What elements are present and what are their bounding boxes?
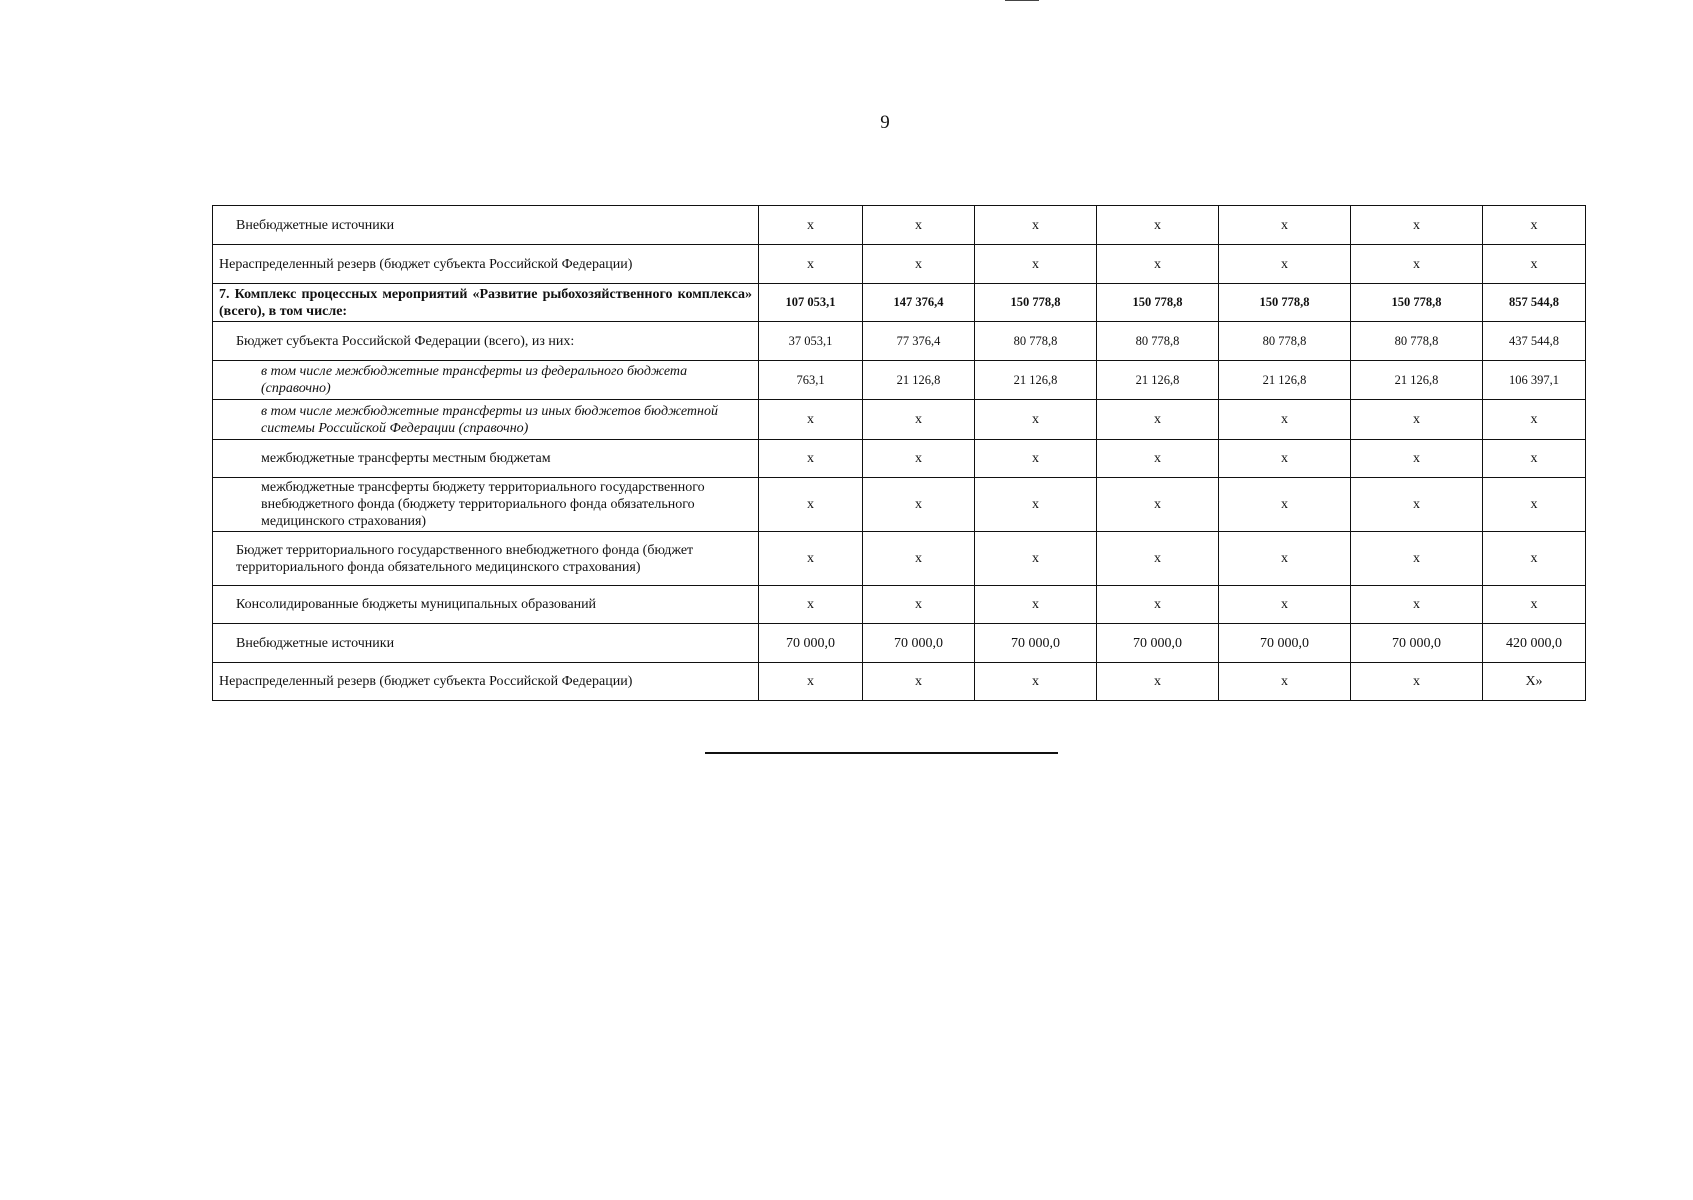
table-cell: х <box>1351 400 1483 440</box>
table-cell: х <box>975 532 1097 586</box>
row-label: Нераспределенный резерв (бюджет субъекта Российской Федерации) <box>213 245 759 284</box>
table-row <box>213 400 1586 440</box>
table-cell: х <box>1351 440 1483 478</box>
table-cell: 21 126,8 <box>1351 361 1483 400</box>
table-cell: х <box>863 400 975 440</box>
table-cell: х <box>1351 206 1483 245</box>
table-cell: х <box>1097 663 1219 701</box>
row-label: Нераспределенный резерв (бюджет субъекта Российской Федерации) <box>213 663 759 701</box>
table-cell: х <box>1097 586 1219 624</box>
table-cell: х <box>1097 245 1219 284</box>
table-cell: 80 778,8 <box>1097 322 1219 361</box>
table-cell: х <box>1351 245 1483 284</box>
table-cell: 21 126,8 <box>863 361 975 400</box>
table-cell: х <box>759 440 863 478</box>
table-cell: х <box>1219 532 1351 586</box>
table-cell: 420 000,0 <box>1483 624 1586 663</box>
table-cell: х <box>759 532 863 586</box>
table-cell: х <box>1483 440 1586 478</box>
table-cell: 150 778,8 <box>975 284 1097 322</box>
row-label: Консолидированные бюджеты муниципальных образований <box>213 586 759 624</box>
table-cell: Х» <box>1483 663 1586 701</box>
table-cell: 70 000,0 <box>863 624 975 663</box>
table-cell: х <box>1483 206 1586 245</box>
table-row <box>213 322 1586 361</box>
table-cell: 107 053,1 <box>759 284 863 322</box>
table-cell: х <box>759 400 863 440</box>
scan-mark <box>1005 0 1039 1</box>
table-cell: 147 376,4 <box>863 284 975 322</box>
table-cell: 37 053,1 <box>759 322 863 361</box>
row-label: межбюджетные трансферты местным бюджетам <box>213 440 759 478</box>
row-label: Внебюджетные источники <box>213 206 759 245</box>
table-row <box>213 624 1586 663</box>
table-cell: 70 000,0 <box>1219 624 1351 663</box>
table-cell: 21 126,8 <box>975 361 1097 400</box>
table-cell: х <box>975 663 1097 701</box>
table-cell: х <box>975 206 1097 245</box>
table-cell: х <box>1219 663 1351 701</box>
table-cell: х <box>1219 478 1351 532</box>
table-cell: х <box>759 663 863 701</box>
table-cell: х <box>1219 206 1351 245</box>
table-cell: 80 778,8 <box>1219 322 1351 361</box>
table-cell: 80 778,8 <box>975 322 1097 361</box>
table-cell: х <box>863 532 975 586</box>
table-cell: х <box>863 478 975 532</box>
table-cell: х <box>1483 245 1586 284</box>
table-cell: 70 000,0 <box>975 624 1097 663</box>
table-cell: х <box>1483 586 1586 624</box>
table-row <box>213 206 1586 245</box>
page-number: 9 <box>880 112 890 133</box>
table-cell: 150 778,8 <box>1097 284 1219 322</box>
table-cell: х <box>759 245 863 284</box>
table-cell: х <box>1219 245 1351 284</box>
table-cell: 106 397,1 <box>1483 361 1586 400</box>
row-label: Бюджет территориального государственного внебюджетного фонда (бюджет территориального фонда обязательного медицинского страхования) <box>213 532 759 586</box>
table-cell: 763,1 <box>759 361 863 400</box>
table-cell: 70 000,0 <box>1097 624 1219 663</box>
budget-table <box>212 205 1586 701</box>
row-label: в том числе межбюджетные трансферты из иных бюджетов бюджетной системы Российской Федерации (справочно) <box>213 400 759 440</box>
table-row <box>213 663 1586 701</box>
table-cell: х <box>759 206 863 245</box>
table-cell: х <box>1097 206 1219 245</box>
table-cell: х <box>975 478 1097 532</box>
table-row <box>213 478 1586 532</box>
table-cell: 437 544,8 <box>1483 322 1586 361</box>
table-cell: 70 000,0 <box>1351 624 1483 663</box>
table-cell: х <box>863 206 975 245</box>
table-cell: х <box>1097 440 1219 478</box>
table-cell: х <box>1351 586 1483 624</box>
table-cell: х <box>975 586 1097 624</box>
table-cell: х <box>975 440 1097 478</box>
table-cell: х <box>1351 663 1483 701</box>
table-cell: х <box>863 663 975 701</box>
table-cell: 70 000,0 <box>759 624 863 663</box>
table-cell: 150 778,8 <box>1219 284 1351 322</box>
table-cell: 77 376,4 <box>863 322 975 361</box>
table-cell: 150 778,8 <box>1351 284 1483 322</box>
table-cell: х <box>1483 400 1586 440</box>
table-cell: 80 778,8 <box>1351 322 1483 361</box>
table-cell: х <box>1483 478 1586 532</box>
table-row <box>213 245 1586 284</box>
table-row <box>213 532 1586 586</box>
table-cell: х <box>863 440 975 478</box>
table-cell: 857 544,8 <box>1483 284 1586 322</box>
table-row-complex-7 <box>213 284 1586 322</box>
table-cell: х <box>1351 532 1483 586</box>
table-cell: х <box>1219 586 1351 624</box>
table-cell: х <box>1097 478 1219 532</box>
row-label: в том числе межбюджетные трансферты из федерального бюджета (справочно) <box>213 361 759 400</box>
table-cell: х <box>863 586 975 624</box>
table-cell: х <box>1097 532 1219 586</box>
table-cell: 21 126,8 <box>1097 361 1219 400</box>
table-cell: х <box>759 478 863 532</box>
table-cell: х <box>863 245 975 284</box>
row-label: Бюджет субъекта Российской Федерации (всего), из них: <box>213 322 759 361</box>
row-label: межбюджетные трансферты бюджету территориального государственного внебюджетного фонда (бюджету территориального фонда обязательного медицинского страхования) <box>213 478 759 532</box>
table-row <box>213 440 1586 478</box>
table-cell: х <box>975 245 1097 284</box>
row-label: Внебюджетные источники <box>213 624 759 663</box>
table-cell: х <box>1351 478 1483 532</box>
table-cell: 21 126,8 <box>1219 361 1351 400</box>
table-row <box>213 361 1586 400</box>
row-label: 7. Комплекс процессных мероприятий «Развитие рыбохозяйственного комплекса» (всего), в том числе: <box>213 284 759 322</box>
table-cell: х <box>975 400 1097 440</box>
table-cell: х <box>1219 440 1351 478</box>
table-cell: х <box>1219 400 1351 440</box>
table-cell: х <box>1483 532 1586 586</box>
closing-rule <box>705 752 1058 754</box>
table-cell: х <box>1097 400 1219 440</box>
table-cell: х <box>759 586 863 624</box>
table-row <box>213 586 1586 624</box>
